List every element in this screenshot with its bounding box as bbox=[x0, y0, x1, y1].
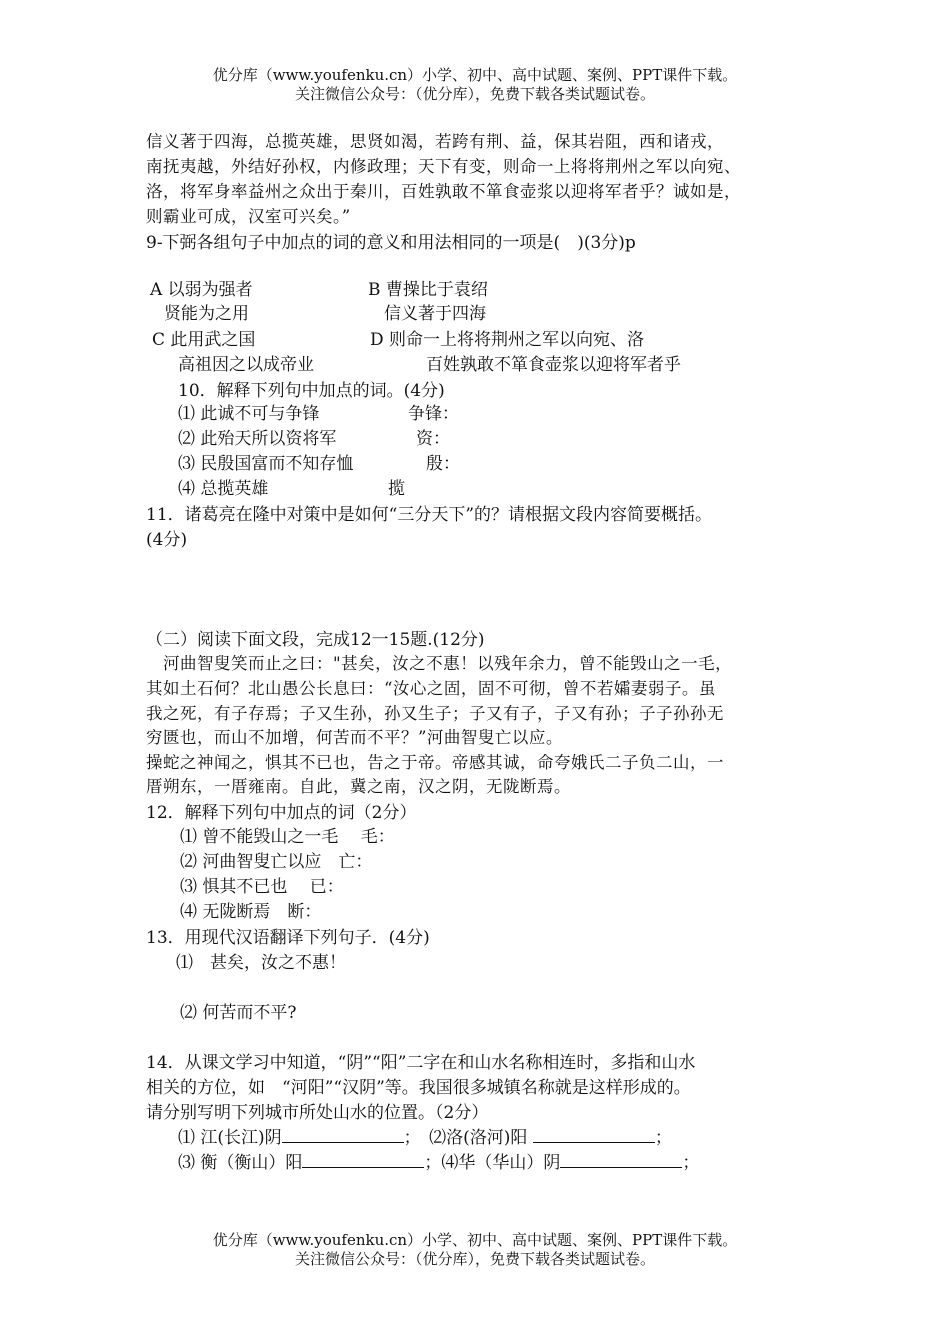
q14-row-1 bbox=[178, 1123, 672, 1148]
q9-option-a-line-2: 贤能为之用 bbox=[164, 304, 249, 324]
q14-item-4: ；⑷华（华山）阴 bbox=[424, 1153, 561, 1173]
q10-item-4: ⑷ 总揽英雄 bbox=[178, 479, 269, 499]
passage1-line-1: 信义著于四海，总揽英雄，思贤如渴，若跨有荆、益，保其岩阻，西和诸戎， bbox=[146, 132, 724, 151]
q9-option-b-line-2: 信义著于四海 bbox=[384, 304, 486, 324]
q14-item-3: ⑶ 衡（衡山）阳 bbox=[178, 1153, 303, 1173]
q10-answer-1: 争锋： bbox=[408, 404, 459, 424]
q14-item-2: ； ⑵洛(洛河)阳 bbox=[403, 1128, 533, 1148]
header-line-1: 优分库（www.youfenku.cn）小学、初中、高中试题、案例、PPT课件下载。 bbox=[212, 66, 738, 84]
q14-blank-3[interactable] bbox=[302, 1167, 424, 1168]
q14-line-1: 14．从课文学习中知道，“阴”“阳”二字在和山水名称相连时，多指和山水 bbox=[146, 1053, 696, 1073]
q9-option-c-line-1: C 此用武之国 bbox=[152, 330, 256, 350]
section2-line-3: 我之死，有子存焉；子又生孙，孙又生子；子又有子，子又有孙；子子孙孙无 bbox=[146, 704, 724, 723]
q10-stem: 10．解释下列句中加点的词。(4分) bbox=[178, 381, 445, 401]
q12-item-3: ⑶ 惧其不已也 已： bbox=[180, 877, 344, 897]
q12-stem: 12．解释下列句中加点的词（2分） bbox=[146, 803, 417, 823]
q9-option-c-line-2: 高祖因之以成帝业 bbox=[178, 355, 314, 375]
q11-line-1: 11．诸葛亮在隆中对策中是如何“三分天下”的？请根据文段内容简要概括。 bbox=[146, 505, 713, 525]
q14-item-1: ⑴ 江(长江)阴 bbox=[178, 1128, 282, 1148]
header-line-2: 关注微信公众号：（优分库），免费下载各类试题试卷。 bbox=[294, 85, 655, 103]
q14-line-3: 请分别写明下列城市所处山水的位置。（2分） bbox=[146, 1103, 489, 1123]
section2-line-6: 厝朔东，一厝雍南。自此，冀之南，汉之阴，无陇断焉。 bbox=[146, 777, 571, 796]
footer-line-2: 关注微信公众号：（优分库），免费下载各类试题试卷。 bbox=[294, 1250, 655, 1268]
q9-option-d-line-2: 百姓孰敢不箪食壶浆以迎将军者乎 bbox=[426, 355, 681, 375]
q14-line-2: 相关的方位，如 “河阳”“汉阴”等。我国很多城镇名称就是这样形成的。 bbox=[146, 1078, 691, 1098]
q10-answer-3: 殷： bbox=[426, 454, 460, 474]
section2-title: （二）阅读下面文段，完成12一15题.(12分) bbox=[146, 630, 485, 650]
q12-item-4: ⑷ 无陇断焉 断： bbox=[180, 902, 322, 922]
q12-item-1: ⑴ 曾不能毁山之一毛 毛： bbox=[180, 827, 395, 847]
q14-row-1-end: ； bbox=[654, 1128, 672, 1148]
passage1-line-4: 则霸业可成，汉室可兴矣。” bbox=[146, 207, 351, 226]
passage1-line-2: 南抚夷越，外结好孙权，内修政理；天下有变，则命一上将将荆州之军以向宛、 bbox=[146, 157, 741, 176]
passage1-line-3: 洛，将军身率益州之众出于秦川，百姓孰敢不箪食壶浆以迎将军者乎？诚如是， bbox=[146, 182, 741, 201]
q9-stem: 9-下弼各组句子中加点的词的意义和用法相同的一项是( )(3分)p bbox=[146, 233, 636, 253]
section2-line-1: 河曲智叟笑而止之曰："甚矣，汝之不惠！以残年余力，曾不能毁山之一毛， bbox=[146, 654, 733, 673]
section2-line-4: 穷匮也，而山不加增，何苦而不平？”河曲智叟亡以应。 bbox=[146, 728, 563, 747]
q9-option-b-line-1: B 曹操比于袁绍 bbox=[368, 280, 488, 300]
q14-row-2-end: ； bbox=[682, 1153, 700, 1173]
q13-item-1: ⑴ 甚矣，汝之不惠！ bbox=[176, 953, 346, 973]
q10-item-3: ⑶ 民殷国富而不知存恤 bbox=[178, 454, 354, 474]
q12-item-2: ⑵ 河曲智叟亡以应 亡： bbox=[180, 852, 373, 872]
q10-item-2: ⑵ 此殆天所以资将军 bbox=[178, 429, 337, 449]
q10-answer-4: 揽 bbox=[388, 479, 405, 499]
q10-answer-2: 资： bbox=[416, 429, 450, 449]
q14-row-2 bbox=[178, 1148, 699, 1173]
section2-line-5: 操蛇之神闻之，惧其不已也，告之于帝。帝感其诚，命夸娥氏二子负二山，一 bbox=[146, 753, 724, 772]
section2-line-2: 其如土石何？北山愚公长息曰：“汝心之固，固不可彻，曾不若孀妻弱子。虽 bbox=[146, 679, 716, 698]
q14-blank-1[interactable] bbox=[282, 1142, 404, 1143]
q10-item-1: ⑴ 此诚不可与争锋 bbox=[178, 404, 320, 424]
q9-option-d-line-1: D 则命一上将将荆州之军以向宛、洛 bbox=[370, 330, 645, 350]
q14-blank-2[interactable] bbox=[533, 1142, 655, 1143]
q11-line-2: (4分) bbox=[146, 530, 188, 550]
q14-blank-4[interactable] bbox=[560, 1167, 682, 1168]
footer-line-1: 优分库（www.youfenku.cn）小学、初中、高中试题、案例、PPT课件下载。 bbox=[212, 1231, 738, 1249]
q13-stem: 13．用现代汉语翻译下列句子．(4分) bbox=[146, 928, 430, 948]
q9-option-a-line-1: A 以弱为强者 bbox=[150, 280, 253, 300]
q13-item-2: ⑵ 何苦而不平? bbox=[180, 1003, 297, 1023]
